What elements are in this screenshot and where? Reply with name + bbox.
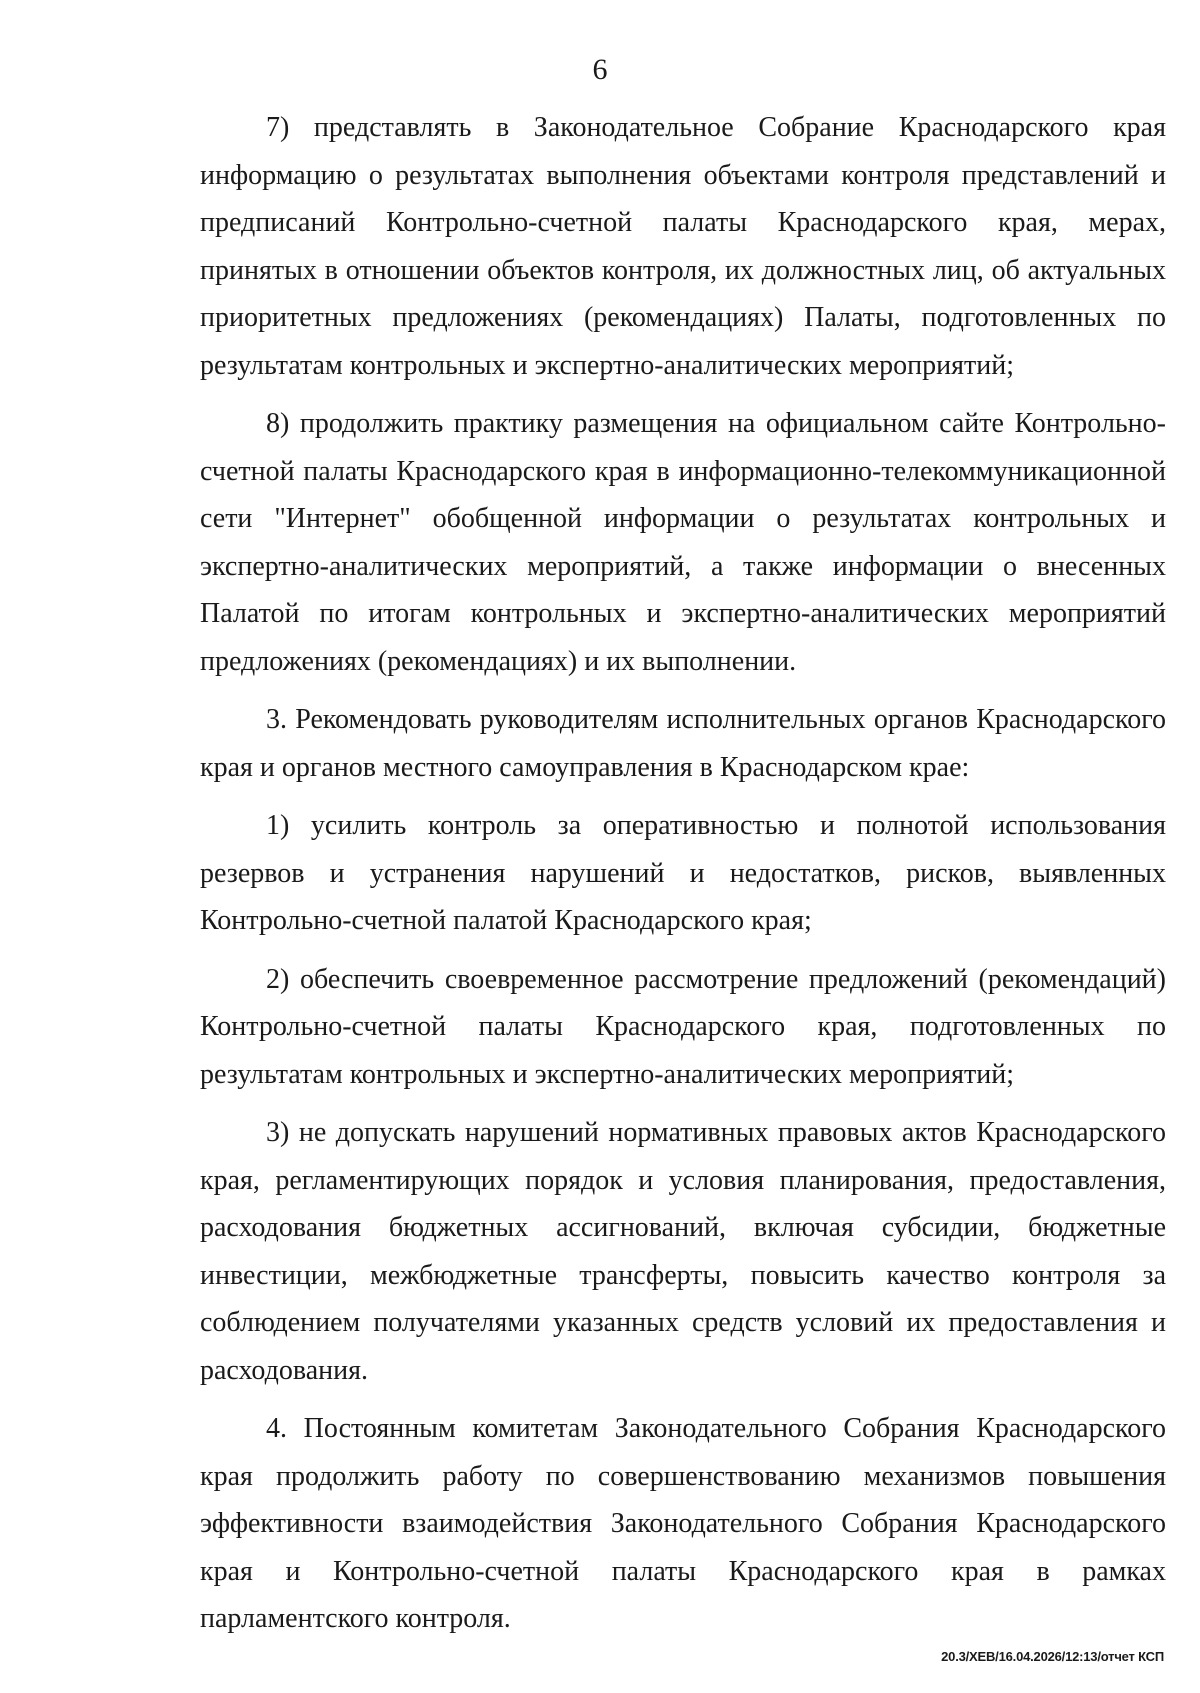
document-footer-code: 20.3/ХЕВ/16.04.2026/12:13/отчет КСП [941, 1649, 1164, 1664]
paragraph-section-3: 3. Рекомендовать руководителям исполнительных органов Краснодарского края и органов местного самоуправления в Краснодарском крае: [200, 704, 1166, 783]
paragraph-section-3-item-2: 2) обеспечить своевременное рассмотрение предложений (рекомендаций) Контрольно-счетной палаты Краснодарского края, подготовленных по результатам контрольных и экспертно-аналитических мероприятий; [200, 963, 1166, 1090]
paragraph-item-8: 8) продолжить практику размещения на официальном сайте Контрольно-счетной палаты Краснодарского края в информационно-телекоммуникационной сети "Интернет" обобщенной информации о результатах контрольных и экспертно-аналитических мероприятий, а также информации о внесенных Палатой по итогам контрольных и экспертно-аналитических мероприятий предложениях (рекомендациях) и их выполнении. [200, 408, 1166, 677]
paragraph-section-4: 4. Постоянным комитетам Законодательного Собрания Краснодарского края продолжить работу по совершенствованию механизмов повышения эффективности взаимодействия Законодательного Собрания Краснодарского края и Контрольно-счетной палаты Краснодарского края в рамках парламентского контроля. [200, 1413, 1166, 1634]
page-number: 6 [592, 53, 608, 86]
document-body [200, 104, 1166, 1643]
paragraph-item-7: 7) представлять в Законодательное Собрание Краснодарского края информацию о результатах выполнения объектами контроля представлений и предписаний Контрольно-счетной палаты Краснодарского края, мерах, принятых в отношении объектов контроля, их должностных лиц, об актуальных приоритетных предложениях (рекомендациях) Палаты, подготовленных по результатам контрольных и экспертно-аналитических мероприятий; [200, 112, 1166, 381]
paragraph-section-3-item-3: 3) не допускать нарушений нормативных правовых актов Краснодарского края, регламентирующих порядок и условия планирования, предоставления, расходования бюджетных ассигнований, включая субсидии, бюджетные инвестиции, межбюджетные трансферты, повысить качество контроля за соблюдением получателями указанных средств условий их предоставления и расходования. [200, 1117, 1166, 1386]
paragraph-section-3-item-1: 1) усилить контроль за оперативностью и полнотой использования резервов и устранения нарушений и недостатков, рисков, выявленных Контрольно-счетной палатой Краснодарского края; [200, 810, 1166, 936]
